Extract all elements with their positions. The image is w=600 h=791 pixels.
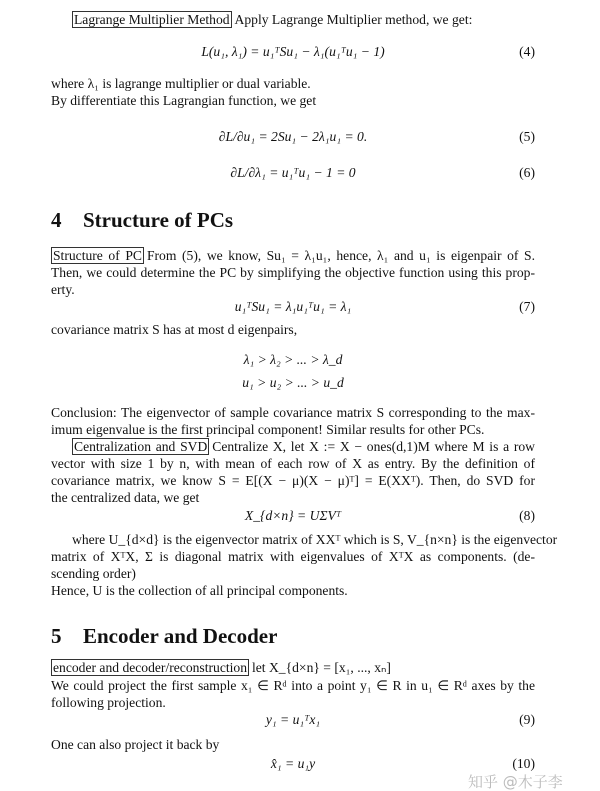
equation-9: y₁ = u₁ᵀx₁: [265, 712, 321, 727]
text-line: [51, 247, 535, 264]
section-number: 5: [51, 624, 62, 648]
section-title: Structure of PCs: [83, 208, 234, 232]
equation-6: ∂L/∂λ₁ = u₁ᵀu₁ − 1 = 0: [230, 165, 356, 180]
eq-number-8: (8): [519, 508, 535, 523]
centralization-tag[interactable]: Centralization and SVD: [74, 439, 208, 454]
text-line: Conclusion: The eigenvector of sample covariance matrix S corresponding to the max-: [51, 405, 535, 420]
text-line: vector with size 1 by n, with mean of each row of X as entry. By the definition of: [51, 456, 535, 471]
text-line: erty.: [51, 282, 75, 297]
text-line: Then, we could determine the PC by simplifying the objective function using this prop-: [51, 265, 535, 280]
text-line: [72, 438, 535, 455]
text: From (5), we know, Su₁ = λ₁u₁, hence, λ₁ and u₁ is eigenpair of S.: [146, 248, 535, 263]
equation-8: X_{d×n} = UΣVᵀ: [244, 508, 342, 523]
equation-5: ∂L/∂u₁ = 2Su₁ − 2λ₁u₁ = 0.: [218, 129, 368, 144]
eq-number-10: (10): [512, 756, 535, 771]
section-title: Encoder and Decoder: [83, 624, 278, 648]
text-line: One can also project it back by: [51, 737, 220, 752]
section-heading-5: [51, 623, 277, 649]
text-line: imum eigenvalue is the first principal component! Similar results for other PCs.: [51, 422, 485, 437]
text-line: where λ₁ is lagrange multiplier or dual variable.: [51, 76, 311, 91]
text: let X_{d×n} = [x₁, ..., xₙ]: [252, 660, 391, 675]
text-line: By differentiate this Lagrangian function, we get: [51, 93, 317, 108]
watermark: 知乎 @木子李: [468, 773, 563, 791]
eq-number-9: (9): [519, 712, 535, 727]
eq-number-5: (5): [519, 129, 535, 144]
inequality-eigenvalues: λ₁ > λ₂ > ... > λ_d: [243, 352, 343, 367]
equation-4: L(u₁, λ₁) = u₁ᵀSu₁ − λ₁(u₁ᵀu₁ − 1): [201, 44, 385, 59]
eq-number-6: (6): [519, 165, 535, 180]
inequality-eigenvectors: u₁ > u₂ > ... > u_d: [242, 375, 344, 390]
eq-number-4: (4): [519, 44, 535, 59]
lagrange-intro: [72, 11, 535, 28]
text-line: scending order): [51, 566, 136, 581]
eq-number-7: (7): [519, 299, 535, 314]
intro-text: Apply Lagrange Multiplier method, we get:: [234, 12, 473, 27]
text-line: Hence, U is the collection of all principal components.: [51, 583, 348, 598]
encoder-tag[interactable]: encoder and decoder/reconstruction: [53, 660, 247, 675]
text-line: covariance matrix S has at most d eigenpairs,: [51, 322, 298, 337]
section-heading-4: [51, 207, 233, 233]
text-line: where U_{d×d} is the eigenvector matrix of XXᵀ which is S, V_{n×n} is the eigenvector: [72, 532, 558, 547]
text-line: We could project the first sample x₁ ∈ Rᵈ into a point y₁ ∈ R in u₁ ∈ Rᵈ axes by the: [51, 678, 535, 693]
lagrange-tag[interactable]: Lagrange Multiplier Method: [74, 12, 230, 27]
text-line: the centralized data, we get: [51, 490, 200, 505]
structure-tag[interactable]: Structure of PC: [53, 248, 142, 263]
text-line: following projection.: [51, 695, 166, 710]
text-line: [51, 659, 535, 676]
section-number: 4: [51, 208, 62, 232]
equation-7: u₁ᵀSu₁ = λ₁u₁ᵀu₁ = λ₁: [234, 299, 352, 314]
text-line: covariance matrix, we know S = E[(X − μ)(X − μ)ᵀ] = E(XXᵀ). Then, do SVD for: [51, 473, 535, 488]
text: Centralize X, let X := X − ones(d,1)M where M is a row: [212, 439, 535, 454]
equation-10: x̂₁ = u₁y: [270, 756, 316, 771]
text-line: matrix of XᵀX, Σ is diagonal matrix with eigenvalues of XᵀX as components. (de-: [51, 549, 535, 564]
